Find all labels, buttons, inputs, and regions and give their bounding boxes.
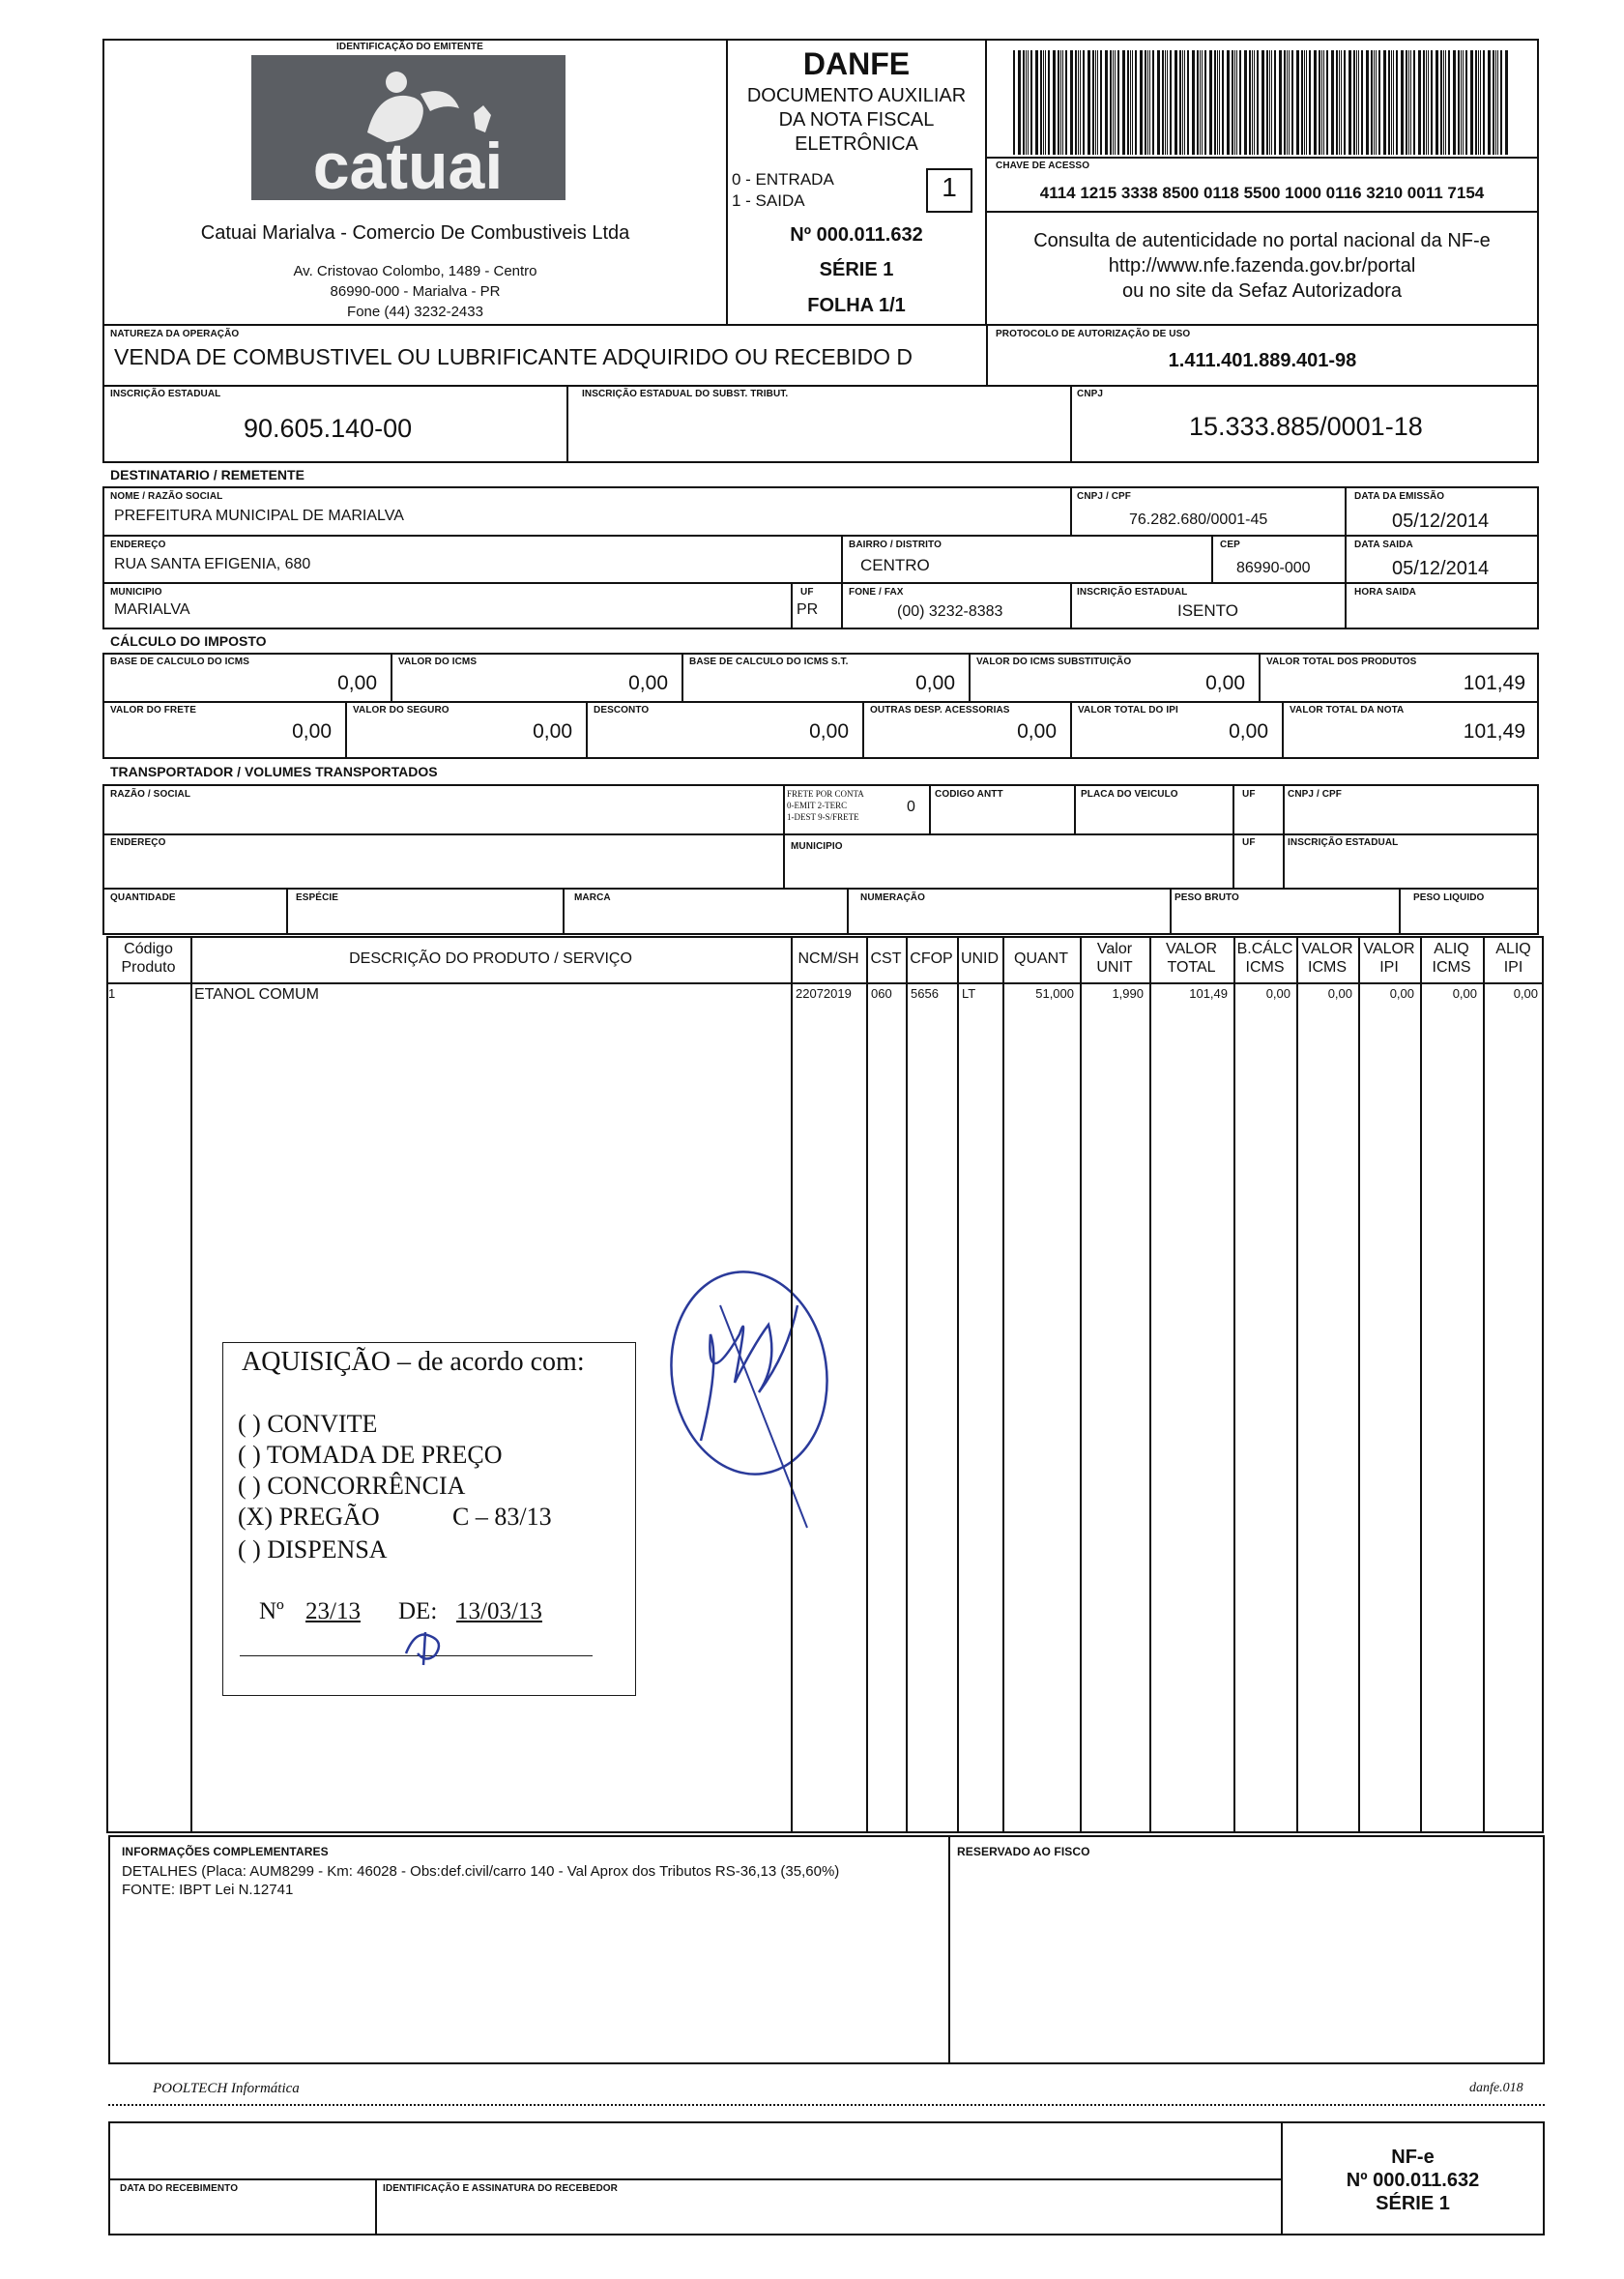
barcode-bar [1149,50,1150,155]
ie-st-label: INSCRIÇÃO ESTADUAL DO SUBST. TRIBUT. [582,389,789,399]
produtos-cell-4: 5656 [911,986,939,1001]
barcode-bar [1391,50,1392,155]
barcode-bar [1269,50,1270,155]
barcode-bar [1319,50,1320,155]
canhoto-nfe: NF-e [1391,2147,1435,2168]
imposto-r2-label-5: VALOR TOTAL DA NOTA [1290,705,1405,716]
barcode-bar [1075,50,1077,155]
company-name: Catuai Marialva - Comercio De Combustiveis Ltda [200,222,630,244]
barcode-bar [1448,50,1450,155]
barcode-bar [1113,50,1114,155]
produtos-cell-11: 0,00 [1389,986,1414,1001]
barcode-bar [1030,50,1032,155]
canhoto-serie: SÉRIE 1 [1376,2193,1450,2214]
transp-uf-label: UF [1242,789,1256,800]
barcode-bar [1374,50,1375,155]
dest-fone: (00) 3232-8383 [897,603,1003,620]
transp-antt-label: CODIGO ANTT [935,789,1003,800]
imposto-r2-value-5: 101,49 [1463,720,1525,743]
barcode-bar [1165,50,1166,155]
transp-numeracao-label: NUMERAÇÃO [860,892,926,903]
transp-peso-bruto-label: PESO BRUTO [1174,892,1239,903]
dest-ie-label: INSCRIÇÃO ESTADUAL [1077,587,1188,598]
imposto-r1-label-4: VALOR TOTAL DOS PRODUTOS [1266,657,1417,667]
barcode-bar [1371,50,1373,155]
barcode-bar [1040,50,1042,155]
produtos-header-12: ALIQ ICMS [1432,941,1471,976]
stamp-pregao-number: C – 83/13 [452,1503,552,1531]
barcode-bar [1361,50,1363,155]
transp-quantidade-label: QUANTIDADE [110,892,176,903]
transp-marca-label: MARCA [574,892,611,903]
dest-uf: PR [797,601,819,618]
barcode-bar [1396,50,1398,155]
barcode-bar [1287,50,1288,155]
barcode-bar [1470,50,1473,155]
dest-cep-label: CEP [1220,540,1240,550]
barcode-bar [1262,50,1264,155]
barcode-bar [1192,50,1195,155]
barcode-bar [1505,50,1508,155]
produtos-header-2: NCM/SH [798,950,859,967]
barcode-bar [1428,50,1429,155]
transp-municipio-label: MUNICIPIO [791,841,843,852]
barcode-bar [1182,50,1183,155]
barcode-bar [1266,50,1268,155]
barcode-bar [1239,50,1241,155]
barcode-bar [1339,50,1340,155]
barcode-bar [1097,50,1098,155]
produtos-cell-13: 0,00 [1513,986,1538,1001]
stamp-initials [396,1624,464,1668]
barcode-bar [1431,50,1433,155]
produtos-cell-1: ETANOL COMUM [194,986,319,1003]
danfe-serie: SÉRIE 1 [819,259,894,280]
barcode-bar [1219,50,1220,155]
produtos-header-11: VALOR IPI [1363,941,1415,976]
stamp-num: 23/13 [305,1598,361,1624]
transp-peso-liquido-label: PESO LIQUIDO [1413,892,1485,903]
barcode-bar [1214,50,1216,155]
barcode-bar [1488,50,1491,155]
barcode-bar [1480,50,1481,155]
barcode-bar [1323,50,1324,155]
produtos-cell-9: 0,00 [1265,986,1290,1001]
consulta-line-3: ou no site da Sefaz Autorizadora [1121,280,1403,302]
barcode-bar [1045,50,1046,155]
imposto-r1-label-0: BASE DE CALCULO DO ICMS [110,657,249,667]
barcode-bar [1341,50,1342,155]
barcode-bar [1110,50,1112,155]
barcode-bar [1279,50,1282,155]
barcode-bar [1344,50,1346,155]
imposto-r1-label-1: VALOR DO ICMS [398,657,478,667]
produtos-header-1: DESCRIÇÃO DO PRODUTO / SERVIÇO [349,950,632,967]
produtos-header-4: CFOP [910,950,953,967]
stamp-pregao: (X) PREGÃO [238,1503,380,1531]
barcode-bar [1065,50,1067,155]
transportador-section: TRANSPORTADOR / VOLUMES TRANSPORTADOS [110,764,438,779]
cut-line [108,2104,1545,2106]
handwritten-signature [662,1247,836,1537]
produtos-cell-12: 0,00 [1452,986,1477,1001]
stamp-convite: ( ) CONVITE [238,1410,378,1438]
produtos-header-6: QUANT [1014,950,1068,967]
barcode-bar [1080,50,1081,155]
barcode-bar [1170,50,1172,155]
barcode-bar [1058,50,1059,155]
produtos-cell-10: 0,00 [1327,986,1352,1001]
barcode-bar [1197,50,1199,155]
barcode-bar [1130,50,1131,155]
barcode-bar [1463,50,1464,155]
danfe-tipo: 1 [942,172,957,202]
imposto-r2-label-3: OUTRAS DESP. ACESSORIAS [870,705,1010,716]
barcode-bar [1356,50,1357,155]
barcode-bar [1291,50,1293,155]
barcode-bar [1296,50,1299,155]
barcode-bar [1423,50,1425,155]
barcode-bar [1465,50,1467,155]
produtos-cell-7: 1,990 [1112,986,1144,1001]
imposto-r1-value-4: 101,49 [1463,672,1525,694]
barcode-bar [1105,50,1108,155]
stamp-num-label: Nº [259,1598,284,1624]
barcode-bar [1232,50,1233,155]
barcode-bar [1013,50,1015,155]
consulta-line-2: http://www.nfe.fazenda.gov.br/portal [1108,255,1416,277]
barcode-bar [1127,50,1129,155]
imposto-r1-label-3: VALOR DO ICMS SUBSTITUIÇÃO [976,657,1132,667]
produtos-header-13: ALIQ IPI [1495,941,1531,976]
danfe-subtitle-1: DOCUMENTO AUXILIAR [746,85,967,106]
imposto-r2-value-3: 0,00 [1017,720,1057,743]
stamp-title: AQUISIÇÃO – de acordo com: [242,1347,585,1377]
stamp-concorrencia: ( ) CONCORRÊNCIA [238,1472,466,1500]
dest-bairro-label: BAIRRO / DISTRITO [849,540,942,550]
transp-placa-label: PLACA DO VEICULO [1081,789,1178,800]
info-label: INFORMAÇÕES COMPLEMENTARES [122,1845,329,1858]
barcode-bar [1306,50,1307,155]
barcode-bar [1048,50,1050,155]
dest-nome: PREFEITURA MUNICIPAL DE MARIALVA [114,508,404,524]
barcode-bar [1326,50,1328,155]
dest-nome-label: NOME / RAZÃO SOCIAL [110,491,223,502]
barcode-bar [1157,50,1160,155]
barcode-bar [1426,50,1427,155]
imposto-r2-label-1: VALOR DO SEGURO [353,705,450,716]
imposto-r2-label-0: VALOR DO FRETE [110,705,196,716]
imposto-r1-value-0: 0,00 [337,672,377,694]
barcode-bar [1222,50,1224,155]
cnpj-value: 15.333.885/0001-18 [1189,412,1423,441]
danfe-entrada: 0 - ENTRADA [732,170,834,189]
transp-frete-line-3: 1-DEST 9-S/FRETE [787,812,859,822]
barcode-bar [1252,50,1253,155]
ie-label: INSCRIÇÃO ESTADUAL [110,389,221,399]
natureza-value: VENDA DE COMBUSTIVEL OU LUBRIFICANTE ADQUIRIDO OU RECEBIDO D [114,344,914,369]
consulta-line-1: Consulta de autenticidade no portal nacional da NF-e [1033,230,1491,251]
dest-emissao: 05/12/2014 [1392,511,1490,532]
danfe-folha: FOLHA 1/1 [807,295,906,316]
barcode-bar [1062,50,1063,155]
footer-form-code: danfe.018 [1469,2081,1523,2095]
imposto-r1-value-2: 0,00 [915,672,955,694]
produtos-header-0: Código Produto [121,941,176,976]
imposto-r1-value-3: 0,00 [1205,672,1245,694]
dest-bairro: CENTRO [860,556,930,574]
dest-hora-label: HORA SAIDA [1354,587,1416,598]
barcode-bar [1418,50,1421,155]
barcode-bar [1336,50,1338,155]
produtos-cell-0: 1 [108,986,116,1001]
barcode-bar [1401,50,1404,155]
barcode-bar [1393,50,1394,155]
barcode-bar [1095,50,1096,155]
barcode-bar [1234,50,1235,155]
dest-municipio: MARIALVA [114,601,190,618]
barcode-bar [1257,50,1259,155]
imposto-section: CÁLCULO DO IMPOSTO [110,633,267,649]
barcode-bar [1301,50,1303,155]
barcode-bar [1353,50,1355,155]
imposto-r2-value-0: 0,00 [292,720,332,743]
barcode-bar [1140,50,1143,155]
emitente-header: IDENTIFICAÇÃO DO EMITENTE [336,42,483,52]
chave-label: CHAVE DE ACESSO [996,161,1090,171]
barcode-bar [1493,50,1494,155]
transp-frete-value: 0 [907,799,915,815]
barcode-bar [1145,50,1146,155]
transp-frete-line-1: FRETE POR CONTA [787,789,864,799]
produtos-cell-5: LT [962,986,976,1001]
barcode-bar [1289,50,1290,155]
barcode-bar [1184,50,1185,155]
produtos-header-5: UNID [960,950,1000,967]
barcode-bar [1249,50,1251,155]
barcode-bar [1043,50,1044,155]
barcode-bar [1035,50,1038,155]
barcode-bar [1227,50,1230,155]
dest-uf-label: UF [800,587,814,598]
barcode-bar [1132,50,1133,155]
transp-uf2-label: UF [1242,837,1256,848]
barcode-bar [1204,50,1206,155]
cnpj-label: CNPJ [1077,389,1104,399]
transp-cnpj-label: CNPJ / CPF [1288,789,1343,800]
dest-municipio-label: MUNICIPIO [110,587,162,598]
stamp-de-label: DE: [398,1598,438,1624]
imposto-r2-value-2: 0,00 [809,720,849,743]
barcode-bar [1358,50,1359,155]
canhoto-numero: Nº 000.011.632 [1346,2170,1480,2191]
imposto-r2-value-4: 0,00 [1229,720,1268,743]
dest-ie: ISENTO [1177,601,1238,620]
barcode-bar [1117,50,1119,155]
danfe-subtitle-3: ELETRÔNICA [795,133,918,155]
imposto-r2-value-1: 0,00 [533,720,572,743]
barcode-bar [1445,50,1446,155]
barcode-bar [1406,50,1407,155]
produtos-header-8: VALOR TOTAL [1165,941,1218,976]
barcode-bar [1236,50,1237,155]
transp-frete-line-2: 0-EMIT 2-TERC [787,801,848,810]
barcode-bar [1410,50,1411,155]
barcode-bar [1167,50,1168,155]
barcode-bar [1453,50,1456,155]
barcode-bar [1135,50,1137,155]
barcode-bar [1254,50,1255,155]
barcode-bar [1331,50,1334,155]
barcode-bar [1026,50,1027,155]
barcode-bar [1179,50,1181,155]
barcode-bar [1436,50,1438,155]
transp-razao-label: RAZÃO / SOCIAL [110,789,191,800]
dest-saida-label: DATA SAIDA [1354,540,1413,550]
dest-endereco-label: ENDEREÇO [110,540,166,550]
barcode-bar [1060,50,1061,155]
barcode-bar [1122,50,1125,155]
info-line-2: FONTE: IBPT Lei N.12741 [122,1882,294,1898]
barcode-bar [1443,50,1444,155]
protocolo-value: 1.411.401.889.401-98 [1168,350,1357,371]
barcode-bar [1217,50,1218,155]
barcode-bar [1088,50,1090,155]
transp-ie-label: INSCRIÇÃO ESTADUAL [1288,837,1399,848]
dest-saida: 05/12/2014 [1392,558,1490,579]
transp-endereco-label: ENDEREÇO [110,837,166,848]
company-phone: Fone (44) 3232-2433 [347,304,483,320]
barcode-bar [1348,50,1351,155]
produtos-header-9: B.CÁLC ICMS [1236,941,1293,976]
barcode-bar [1458,50,1460,155]
dest-cep: 86990-000 [1236,560,1311,576]
stamp-tomada: ( ) TOMADA DE PREÇO [238,1441,503,1469]
barcode-bar [1083,50,1085,155]
barcode-bar [1070,50,1073,155]
chave-value: 4114 1215 3338 8500 0118 5500 1000 0116 3210 0011 7154 [1039,184,1485,202]
destinatario-section: DESTINATARIO / REMETENTE [110,467,304,482]
company-address-1: Av. Cristovao Colombo, 1489 - Centro [293,263,537,279]
barcode-bar [1018,50,1021,155]
barcode-bar [1115,50,1116,155]
barcode-bar [1495,50,1496,155]
barcode-bar [1376,50,1377,155]
fisco-label: RESERVADO AO FISCO [957,1845,1090,1858]
barcode-bar [1274,50,1276,155]
barcode-bar [1028,50,1029,155]
barcode-bar [1209,50,1212,155]
barcode-bar [1500,50,1502,155]
protocolo-label: PROTOCOLO DE AUTORIZAÇÃO DE USO [996,329,1191,339]
danfe-numero: Nº 000.011.632 [790,224,923,246]
info-line-1: DETALHES (Placa: AUM8299 - Km: 46028 - Obs:def.civil/carro 140 - Val Aprox dos Tributos RS-36,13 (35,60%) [122,1863,840,1880]
barcode-bar [1478,50,1479,155]
barcode-bar [1152,50,1154,155]
produtos-cell-8: 101,49 [1189,986,1228,1001]
barcode-bar [1100,50,1102,155]
barcode-bar [1284,50,1286,155]
barcode-bar [1092,50,1094,155]
barcode-bar [1388,50,1390,155]
produtos-cell-6: 51,000 [1035,986,1074,1001]
barcode-bar [1413,50,1415,155]
imposto-r1-label-2: BASE DE CALCULO DO ICMS S.T. [689,657,849,667]
dest-emissao-label: DATA DA EMISSÃO [1354,491,1445,502]
ie-value: 90.605.140-00 [244,414,413,443]
imposto-r2-label-2: DESCONTO [594,705,650,716]
barcode-bar [1244,50,1247,155]
company-address-2: 86990-000 - Marialva - PR [330,283,501,300]
barcode-bar [1461,50,1462,155]
barcode-bar [1475,50,1477,155]
barcode-bar [1023,50,1025,155]
barcode-bar [1304,50,1305,155]
barcode-bar [1162,50,1164,155]
imposto-r1-value-1: 0,00 [628,672,668,694]
barcode [1013,50,1510,155]
produtos-header-3: CST [870,950,902,967]
canhoto-assinatura-label: IDENTIFICAÇÃO E ASSINATURA DO RECEBEDOR [383,2183,618,2194]
barcode-bar [1187,50,1189,155]
dest-fone-label: FONE / FAX [849,587,904,598]
danfe-subtitle-2: DA NOTA FISCAL [778,109,935,131]
stamp-de: 13/03/13 [456,1598,542,1624]
barcode-bar [1440,50,1442,155]
barcode-bar [1383,50,1386,155]
company-logo [251,55,566,200]
barcode-bar [1271,50,1272,155]
imposto-r2-label-4: VALOR TOTAL DO IPI [1078,705,1178,716]
barcode-bar [1408,50,1409,155]
logo-text: catuai [312,130,504,200]
dest-cnpj-label: CNPJ / CPF [1077,491,1132,502]
footer-software: POOLTECH Informática [153,2081,300,2096]
barcode-bar [1321,50,1322,155]
barcode-bar [1378,50,1380,155]
barcode-bar [1147,50,1148,155]
stamp-dispensa: ( ) DISPENSA [238,1535,388,1563]
barcode-bar [1314,50,1317,155]
barcode-bar [1366,50,1369,155]
barcode-bar [1309,50,1311,155]
barcode-bar [1483,50,1485,155]
produtos-cell-2: 22072019 [796,986,852,1001]
barcode-bar [1053,50,1056,155]
barcode-bar [1200,50,1201,155]
produtos-header-10: VALOR ICMS [1301,941,1353,976]
transp-especie-label: ESPÉCIE [296,892,339,903]
produtos-cell-3: 060 [871,986,892,1001]
dest-endereco: RUA SANTA EFIGENIA, 680 [114,556,311,572]
barcode-bar [1174,50,1177,155]
produtos-header-7: Valor UNIT [1096,941,1133,976]
barcode-bar [1202,50,1203,155]
natureza-label: NATUREZA DA OPERAÇÃO [110,329,240,339]
danfe-title: DANFE [802,46,911,81]
canhoto-recebimento-label: DATA DO RECEBIMENTO [120,2183,239,2194]
danfe-saida: 1 - SAIDA [732,191,805,210]
dest-cnpj: 76.282.680/0001-45 [1129,511,1268,528]
barcode-bar [1078,50,1079,155]
barcode-bar [1497,50,1498,155]
